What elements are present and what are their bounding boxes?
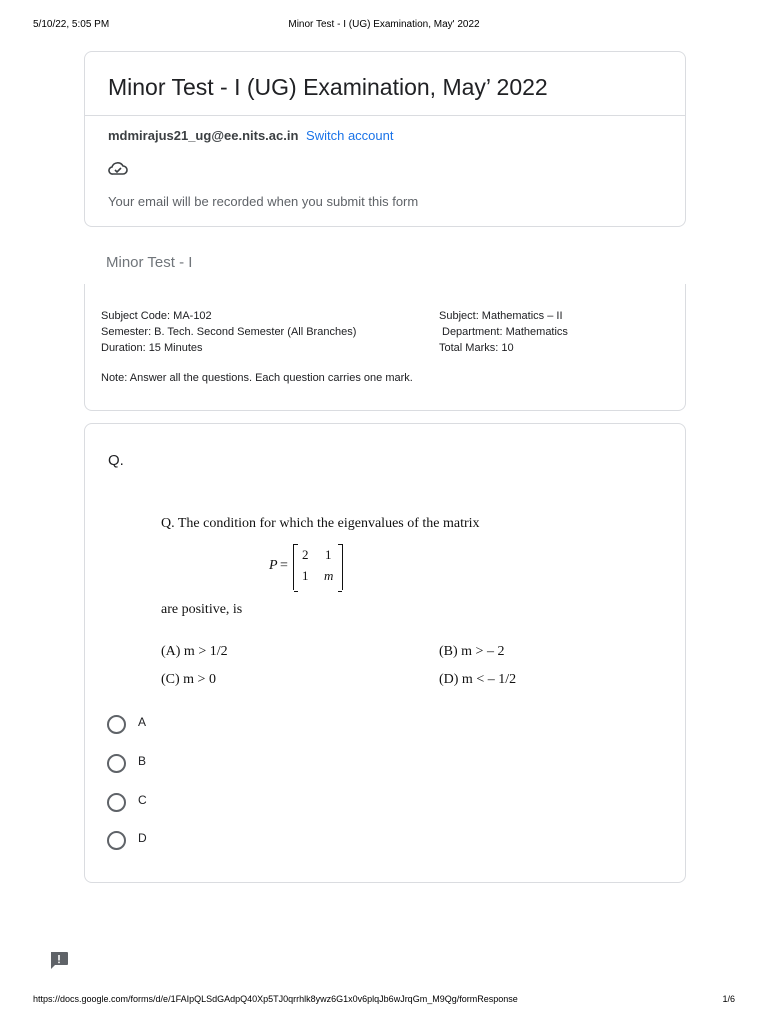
choice-label: A: [138, 715, 147, 729]
duration: Duration: 15 Minutes: [101, 342, 203, 354]
exam-info-left: [101, 308, 356, 356]
switch-account-link[interactable]: Switch account: [306, 128, 394, 143]
image-option-a: (A) m > 1/2: [161, 644, 228, 659]
matrix-cell: 1: [325, 547, 332, 562]
page-number: 1/6: [722, 994, 735, 1004]
print-datetime: 5/10/22, 5:05 PM: [33, 19, 110, 30]
department: Department: Mathematics: [442, 326, 568, 338]
subject: Subject: Mathematics – II: [439, 310, 563, 322]
print-page-title: Minor Test - I (UG) Examination, May' 2022: [288, 19, 480, 30]
question-image: [161, 510, 541, 690]
subject-code: Subject Code: MA-102: [101, 310, 212, 322]
form-header-card: [84, 51, 686, 227]
choice-label: C: [138, 793, 147, 807]
choice-a[interactable]: [107, 713, 307, 737]
form-title: Minor Test - I (UG) Examination, May’ 2022: [108, 74, 548, 100]
matrix-cell: m: [324, 568, 334, 583]
report-problem-icon[interactable]: [49, 951, 69, 970]
radio-button[interactable]: [107, 831, 126, 850]
section-info-card: [84, 284, 686, 411]
image-option-d: (D) m < – 1/2: [439, 672, 517, 687]
total-marks: Total Marks: 10: [439, 342, 514, 354]
semester: Semester: B. Tech. Second Semester (All Branches): [101, 326, 357, 338]
account-row: [108, 128, 393, 143]
cloud-check-icon: [108, 160, 128, 176]
question-text-line2: are positive, is: [161, 602, 243, 617]
header-divider: [85, 115, 685, 116]
choice-label: B: [138, 754, 147, 768]
section-title: Minor Test - I: [106, 254, 193, 271]
matrix-name: P: [269, 558, 278, 573]
matrix: [293, 544, 343, 590]
matrix-cell: 2: [302, 547, 309, 562]
choice-c[interactable]: [107, 791, 307, 815]
choice-b[interactable]: [107, 752, 307, 776]
exam-note: Note: Answer all the questions. Each question carries one mark.: [101, 372, 413, 384]
radio-button[interactable]: [107, 793, 126, 812]
matrix-cell: 1: [302, 568, 309, 583]
print-header: [0, 19, 768, 33]
email-recorded-notice: Your email will be recorded when you submit this form: [108, 194, 419, 209]
image-option-c: (C) m > 0: [161, 672, 216, 687]
question-card: [84, 423, 686, 883]
print-url: https://docs.google.com/forms/d/e/1FAIpQLSdGAdpQ40Xp5TJ0qrrhlk8ywz6G1x0v6plqJb6wJrqGm_M9Qg/formResponse: [33, 994, 518, 1004]
account-email: mdmirajus21_ug@ee.nits.ac.in: [108, 128, 299, 143]
question-text-line1: Q. The condition for which the eigenvalues of the matrix: [161, 516, 480, 531]
radio-button[interactable]: [107, 754, 126, 773]
exam-info-right: [439, 308, 568, 356]
matrix-equals: =: [280, 558, 288, 573]
choice-d[interactable]: [107, 829, 307, 853]
question-title: Q.: [108, 452, 124, 469]
image-option-b: (B) m > – 2: [439, 644, 505, 659]
choice-label: D: [138, 831, 147, 845]
radio-button[interactable]: [107, 715, 126, 734]
